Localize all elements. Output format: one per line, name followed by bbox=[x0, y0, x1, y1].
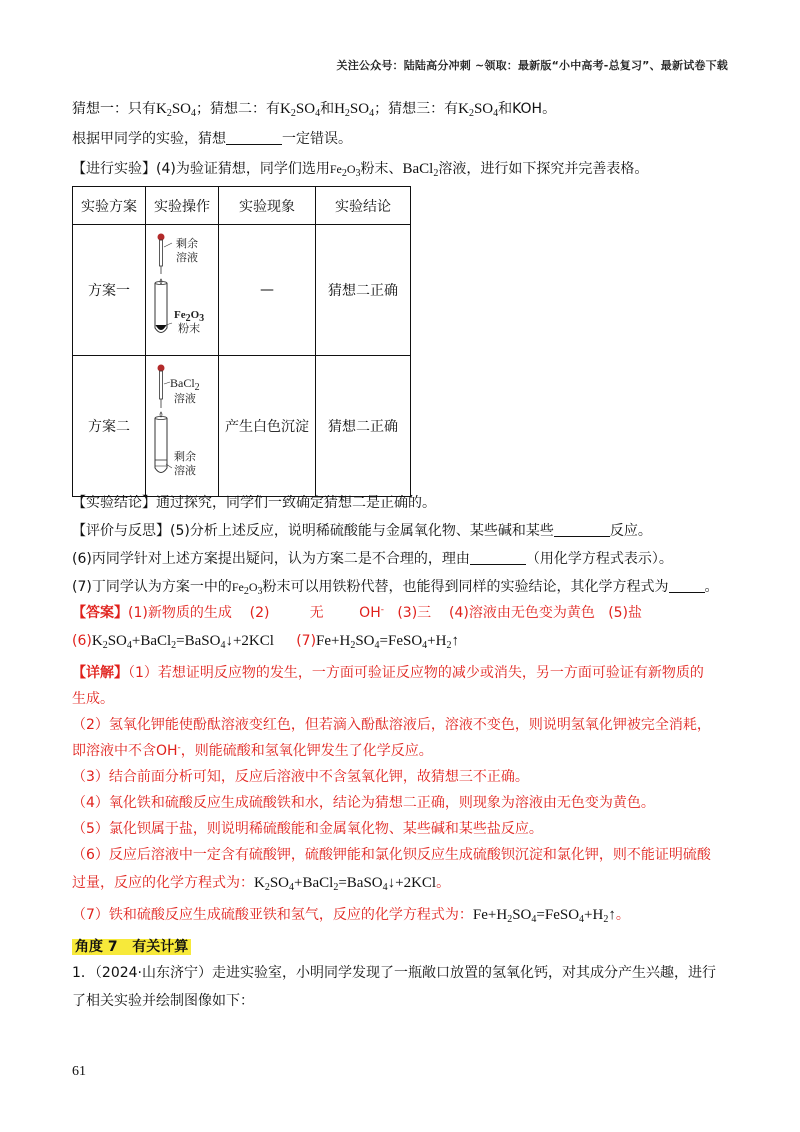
table-row bbox=[73, 356, 411, 497]
answer-line-1: 【答案】(1)新物质的生成 (2) 无 OH- (3)三 (4)溶液由无色变为黄色 (5)盐 bbox=[72, 605, 643, 621]
operation-diagram-1 bbox=[146, 225, 219, 356]
plan-cell: 方案二 bbox=[73, 356, 146, 497]
section-heading: 角度 7 有关计算 bbox=[72, 936, 191, 958]
tube-label: 剩余 bbox=[174, 450, 196, 463]
detail-line: 生成。 bbox=[72, 691, 114, 707]
detail-line: （2）氢氧化钾能使酚酞溶液变红色，但若滴入酚酞溶液后，溶液不变色，则说明氢氧化钾被完全消耗， bbox=[72, 717, 711, 733]
line-question-6: (6)丙同学针对上述方案提出疑问，认为方案二是不合理的，理由 （用化学方程式表示）。 bbox=[72, 551, 673, 567]
line-guess-wrong: 根据甲同学的实验，猜想 一定错误。 bbox=[72, 131, 352, 147]
line-experiment-intro: 【进行实验】(4)为验证猜想，同学们选用$Fe_2O_3$粉末、BaCl$_2$溶液，进行如下探究并完善表格。 bbox=[72, 161, 649, 179]
table-row bbox=[73, 225, 411, 356]
detail-line: 即溶液中不含OH-，则能硫酸和氢氧化钾发生了化学反应。 bbox=[72, 743, 433, 759]
detail-line: （3）结合前面分析可知，反应后溶液中不含氢氧化钾，故猜想三不正确。 bbox=[72, 769, 529, 785]
plan-cell: 方案一 bbox=[73, 225, 146, 356]
answer-blank bbox=[554, 522, 610, 537]
dropper-label: 剩余 bbox=[176, 237, 198, 250]
tube-label-fe2o3: $Fe_2O_3$ bbox=[174, 309, 205, 324]
conclusion-cell: 猜想二正确 bbox=[316, 356, 411, 497]
dropper-label-bacl2: BaCl$_2$ bbox=[170, 376, 200, 393]
dropper-label: 溶液 bbox=[173, 392, 196, 405]
answer-blank bbox=[669, 578, 705, 593]
conclusion-cell: 猜想二正确 bbox=[316, 225, 411, 356]
detail-line: （7）铁和硫酸反应生成硫酸亚铁和氢气，反应的化学方程式为：$Fe+H_2SO_4=FeSO_4+H_2↑$。 bbox=[72, 907, 630, 925]
line-conclusion: 【实验结论】通过探究，同学们一致确定猜想二是正确的。 bbox=[72, 495, 436, 511]
dropper-label: 溶液 bbox=[176, 251, 198, 264]
detail-line: 【详解】（1）若想证明反应物的发生，一方面可验证反应物的减少或消失，另一方面可验证有新物质的 bbox=[72, 665, 704, 681]
equation-fe-h2so4: $Fe+H_2SO_4=FeSO_4+H_2↑$ bbox=[316, 633, 459, 651]
phenomenon-cell: — bbox=[219, 225, 316, 356]
page-number: 61 bbox=[72, 1064, 86, 1079]
answer-blank bbox=[470, 550, 526, 565]
page-header: 关注公众号：陆陆高分冲刺 ~领取：最新版“小中高考-总复习”、最新试卷下载 bbox=[336, 59, 728, 72]
tube-label: 粉末 bbox=[178, 322, 201, 335]
detail-line: 过量，反应的化学方程式为：$K_2SO_4+BaCl_2=BaSO_4↓+2KCl$。 bbox=[72, 875, 451, 893]
table-header: 实验操作 bbox=[146, 187, 219, 225]
table-header: 实验现象 bbox=[219, 187, 316, 225]
answer-blank bbox=[226, 130, 282, 145]
tube-label: 溶液 bbox=[174, 464, 196, 477]
line-question-7: (7)丁同学认为方案一中的$Fe_2O_3$粉末可以用铁粉代替，也能得到同样的实验结论，其化学方程式为 。 bbox=[72, 579, 719, 597]
detail-line: （5）氯化钡属于盐，则说明稀硫酸能和金属氧化物、某些碱和某些盐反应。 bbox=[72, 821, 543, 837]
table-header: 实验方案 bbox=[73, 187, 146, 225]
formula-k2so4: $K_2SO_4$ bbox=[156, 101, 197, 119]
operation-diagram-2 bbox=[146, 356, 219, 497]
table-header: 实验结论 bbox=[316, 187, 411, 225]
detail-line: （4）氧化铁和硫酸反应生成硫酸铁和水，结论为猜想二正确，则现象为溶液由无色变为黄色。 bbox=[72, 795, 655, 811]
guess-line: 猜想一：只有$K_2SO_4$；猜想二：有$K_2SO_4$和$H_2SO_4$；猜想三：有$K_2SO_4$和KOH。 bbox=[72, 101, 557, 119]
equation-k2so4-bacl2: $K_2SO_4+BaCl_2=BaSO_4↓+2KCl$ bbox=[91, 633, 274, 651]
question-line: 了相关实验并绘制图像如下： bbox=[72, 993, 254, 1009]
detail-line: （6）反应后溶液中一定含有硫酸钾，硫酸钾能和氯化钡反应生成硫酸钡沉淀和氯化钾，则不能证明硫酸 bbox=[72, 847, 711, 863]
phenomenon-cell: 产生白色沉淀 bbox=[219, 356, 316, 497]
experiment-table bbox=[72, 186, 411, 497]
question-line: 1．（2024·山东济宁）走进实验室，小明同学发现了一瓶敞口放置的氢氧化钙，对其成分产生兴趣，进行 bbox=[72, 965, 716, 981]
line-evaluation: 【评价与反思】(5)分析上述反应，说明稀硫酸能与金属氧化物、某些碱和某些 反应。 bbox=[72, 523, 652, 539]
answer-line-2: $(6)K_2SO_4+BaCl_2=BaSO_4↓+2KCl$ $(7)Fe+H_2SO_4=FeSO_4+H_2↑$ bbox=[72, 633, 459, 651]
